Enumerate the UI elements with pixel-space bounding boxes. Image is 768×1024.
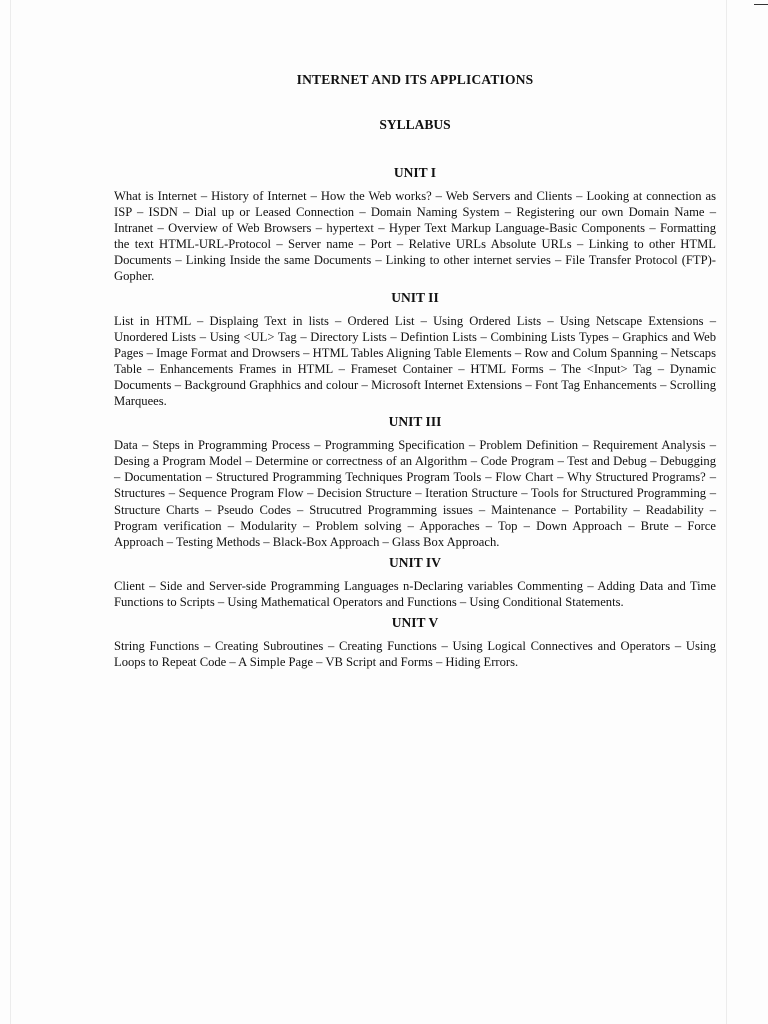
scan-edge-line [726,0,727,1024]
unit-section-2 [114,290,716,410]
unit-heading: UNIT I [393,165,437,180]
unit-topics: String Functions – Creating Subroutines – Creating Functions – Using Logical Connectives and Operators – Using Loops to Repeat Code – A Simple Page – VB Script and Forms – Hiding Errors. [114,638,716,670]
unit-heading: UNIT III [388,414,442,430]
syllabus-content [114,72,716,675]
unit-topics: Data – Steps in Programming Process – Programming Specification – Problem Definition – Requirement Analysis – Desing a Program Model – Determine or correctness of an Algorithm – Code Program – Test and Debug – Debugging – Documentation – Structured Programming Techniques Program Tools – Flow Chart – Why Structured Programs? – Structures – Sequence Program Flow – Decision Structure – Iteration Structure – Tools for Structured Programming – Structure Charts – Pseudo Codes – Strucutred Programming issues – Maintenance – Portability – Readability – Program verification – Modularity – Problem solving – Apporaches – Top – Down Approach – Brute – Force Approach – Testing Methods – Black-Box Approach – Glass Box Approach. [114,438,716,549]
unit-heading: UNIT V [391,614,439,630]
unit-topics: Client – Side and Server-side Programming Languages n-Declaring variables Commenting – Adding Data and Time Functions to Scripts – Using Mathematical Operators and Functions – Using Conditional Statements. [114,578,716,609]
unit-section-1 [114,165,716,285]
unit-topics: List in HTML – Displaing Text in lists – Ordered List – Using Ordered Lists – Using Netscape Extensions – Unordered Lists – Using <UL> Tag – Directory Lists – Defintion Lists – Combining Lists Types – Graphics and Web Pages – Image Format and Drowsers – HTML Tables Aligning Table Elements – Row and Colum Spanning – Netscaps Table – Enhancements Frames in HTML – Frameset Container – HTML Forms – The <Input> Tag – Dynamic Documents – Background Graphhics and colour – Microsoft Internet Extensions – Font Tag Enhancements – Scrolling Marquees. [114,313,716,409]
unit-heading: UNIT IV [389,554,441,570]
unit-topics: What is Internet – History of Internet – How the Web works? – Web Servers and Clients – Looking at connection as ISP – ISDN – Dial up or Leased Connection – Domain Naming System – Registering our own Domain Name – Intranet – Overview of Web Browsers – hypertext – Hyper Text Markup Language-Basic Components – Formatting the text HTML-URL-Protocol – Server name – Port – Relative URLs Absolute URLs – Linking to other HTML Documents – Linking Inside the same Documents – Linking to other internet servies – File Transfer Protocol (FTP)-Gopher. [114,189,716,284]
unit-section-5 [114,615,716,670]
unit-section-4 [114,555,716,610]
scan-corner-mark [754,4,768,5]
unit-section-3 [114,414,716,550]
document-subtitle: SYLLABUS [379,117,451,132]
document-title: INTERNET AND ITS APPLICATIONS [296,72,534,87]
scan-edge-line [10,0,11,1024]
unit-heading: UNIT II [391,289,439,305]
